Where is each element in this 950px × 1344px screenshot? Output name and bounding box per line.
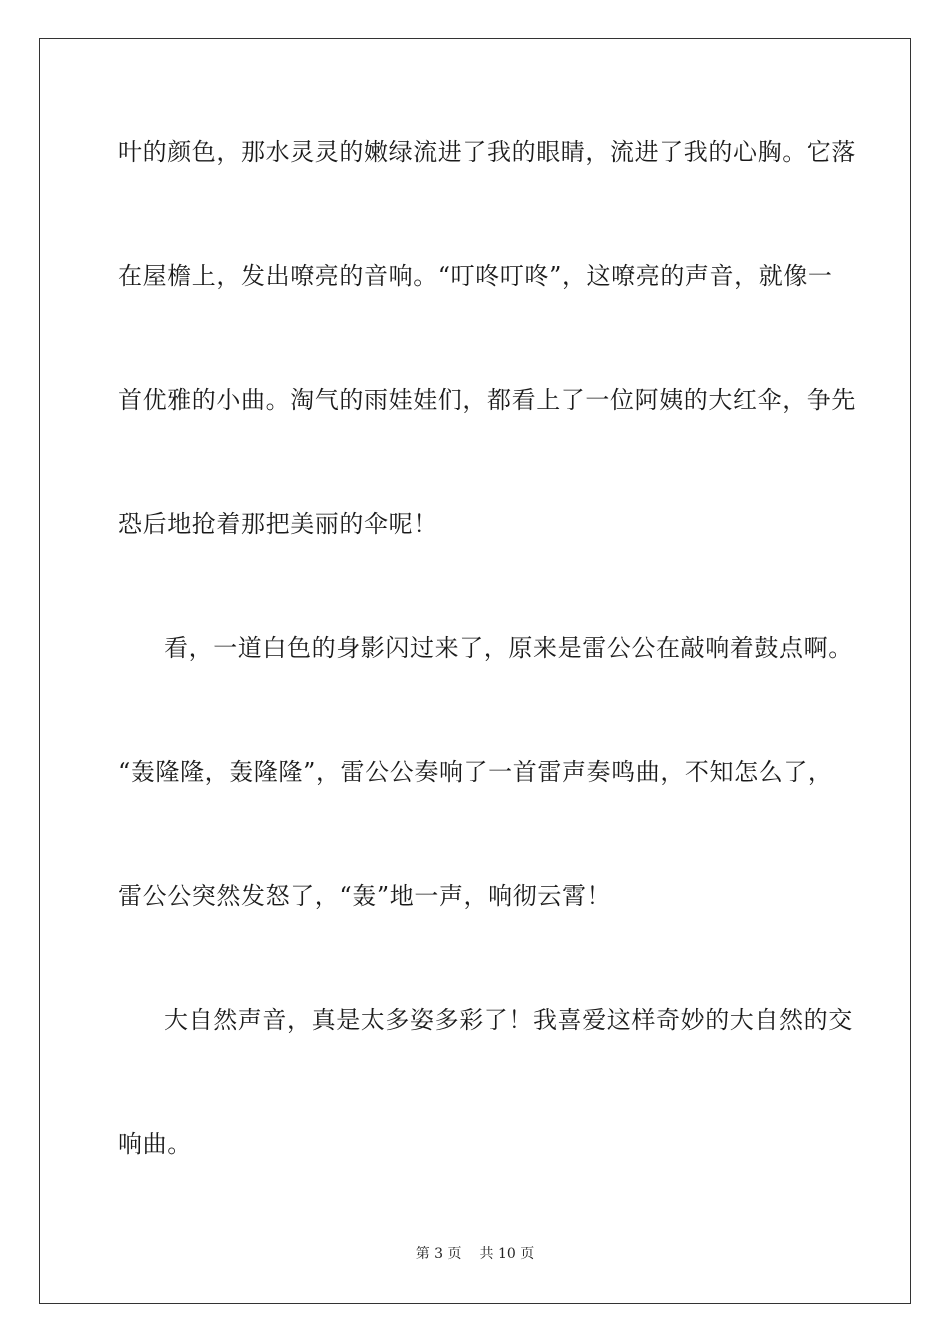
page-footer [0, 1245, 950, 1263]
page-total: 共 10 页 [479, 1246, 535, 1262]
text-line-8: 大自然声音，真是太多姿多彩了！我喜爱这样奇妙的大自然的交 [164, 1006, 853, 1034]
page-border [39, 38, 911, 1304]
text-line-4: 恐后地抢着那把美丽的伞呢！ [118, 510, 438, 538]
text-line-7: 雷公公突然发怒了，“轰”地一声，响彻云霄！ [118, 882, 612, 910]
text-line-5: 看，一道白色的身影闪过来了，原来是雷公公在敲响着鼓点啊。 [164, 634, 853, 662]
text-line-2: 在屋檐上，发出嘹亮的音响。“叮咚叮咚”，这嘹亮的声音，就像一 [118, 262, 833, 290]
page-number: 第 3 页 [415, 1246, 462, 1262]
text-line-3: 首优雅的小曲。淘气的雨娃娃们，都看上了一位阿姨的大红伞，争先 [118, 386, 856, 414]
text-line-1: 叶的颜色，那水灵灵的嫩绿流进了我的眼睛，流进了我的心胸。它落 [118, 138, 856, 166]
text-line-6: “轰隆隆，轰隆隆”，雷公公奏响了一首雷声奏鸣曲，不知怎么了， [118, 758, 833, 786]
text-line-9: 响曲。 [118, 1130, 192, 1158]
